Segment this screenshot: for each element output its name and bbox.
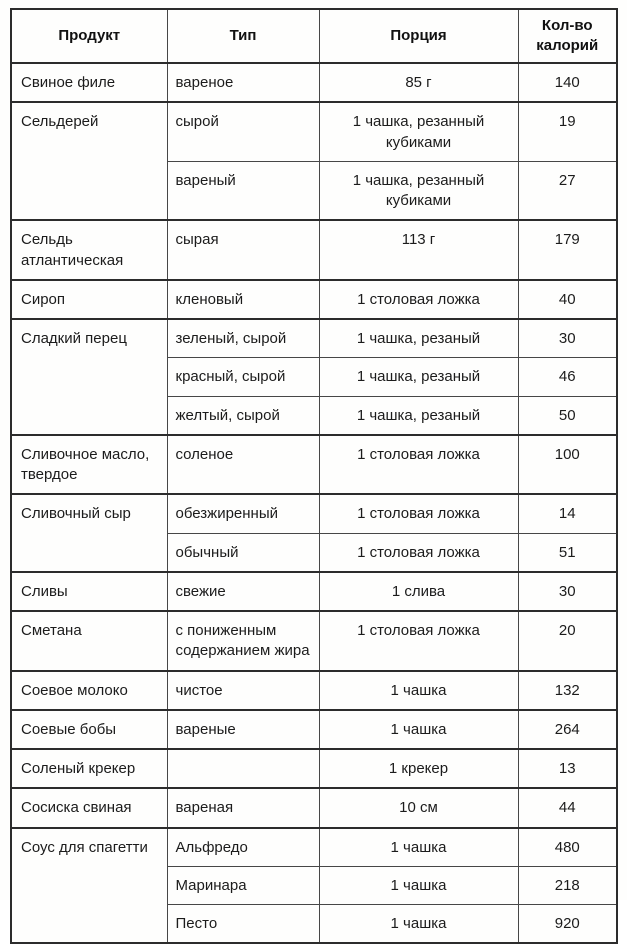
portion-cell: 1 чашка [319, 828, 518, 867]
calories-cell: 46 [518, 358, 617, 396]
product-cell: Сельдь атлантическая [11, 220, 167, 280]
product-cell: Сельдерей [11, 102, 167, 220]
calories-cell: 264 [518, 710, 617, 749]
type-cell: желтый, сырой [167, 396, 319, 435]
column-header-product: Продукт [11, 9, 167, 63]
type-cell: вареное [167, 63, 319, 102]
type-cell: кленовый [167, 280, 319, 319]
calories-cell: 20 [518, 611, 617, 671]
portion-cell: 85 г [319, 63, 518, 102]
type-cell: обезжиренный [167, 494, 319, 533]
portion-cell: 1 столовая ложка [319, 533, 518, 572]
table-row [11, 220, 617, 280]
type-cell [167, 749, 319, 788]
product-cell: Соус для спагетти [11, 828, 167, 944]
calories-cell: 480 [518, 828, 617, 867]
table-header-row [11, 9, 617, 63]
table-row [11, 63, 617, 102]
portion-cell: 1 столовая ложка [319, 435, 518, 495]
portion-cell: 1 чашка [319, 671, 518, 710]
calories-cell: 132 [518, 671, 617, 710]
product-cell: Соленый крекер [11, 749, 167, 788]
product-cell: Сливочное масло, твердое [11, 435, 167, 495]
portion-cell: 1 чашка, резаный [319, 396, 518, 435]
product-cell: Сливы [11, 572, 167, 611]
portion-cell: 1 чашка [319, 905, 518, 944]
type-cell: Маринара [167, 866, 319, 904]
portion-cell: 1 чашка [319, 866, 518, 904]
table-row [11, 435, 617, 495]
calories-cell: 44 [518, 788, 617, 827]
portion-cell: 1 столовая ложка [319, 494, 518, 533]
table-header [11, 9, 617, 63]
portion-cell: 1 чашка, резанный кубиками [319, 161, 518, 220]
type-cell: Песто [167, 905, 319, 944]
calories-cell: 19 [518, 102, 617, 161]
calories-cell: 30 [518, 319, 617, 358]
table-row [11, 710, 617, 749]
calories-cell: 40 [518, 280, 617, 319]
type-cell: красный, сырой [167, 358, 319, 396]
table-row [11, 788, 617, 827]
portion-cell: 1 чашка, резаный [319, 358, 518, 396]
calories-cell: 27 [518, 161, 617, 220]
table-row [11, 494, 617, 533]
portion-cell: 1 столовая ложка [319, 280, 518, 319]
table-row [11, 280, 617, 319]
portion-cell: 1 чашка, резаный [319, 319, 518, 358]
calorie-table [10, 8, 618, 944]
type-cell: вареный [167, 161, 319, 220]
type-cell: чистое [167, 671, 319, 710]
type-cell: вареная [167, 788, 319, 827]
table-row [11, 671, 617, 710]
product-cell: Сливочный сыр [11, 494, 167, 572]
calories-cell: 218 [518, 866, 617, 904]
type-cell: обычный [167, 533, 319, 572]
type-cell: с пониженным содержанием жира [167, 611, 319, 671]
column-header-type: Тип [167, 9, 319, 63]
calories-cell: 30 [518, 572, 617, 611]
type-cell: сырая [167, 220, 319, 280]
calories-cell: 50 [518, 396, 617, 435]
type-cell: соленое [167, 435, 319, 495]
table-row [11, 572, 617, 611]
type-cell: сырой [167, 102, 319, 161]
column-header-portion: Порция [319, 9, 518, 63]
table-row [11, 102, 617, 161]
calories-cell: 179 [518, 220, 617, 280]
calories-cell: 14 [518, 494, 617, 533]
calories-cell: 140 [518, 63, 617, 102]
product-cell: Сладкий перец [11, 319, 167, 435]
portion-cell: 1 чашка [319, 710, 518, 749]
product-cell: Свиное филе [11, 63, 167, 102]
column-header-calories: Кол-во калорий [518, 9, 617, 63]
product-cell: Сметана [11, 611, 167, 671]
calories-cell: 100 [518, 435, 617, 495]
type-cell: свежие [167, 572, 319, 611]
portion-cell: 10 см [319, 788, 518, 827]
table-row [11, 828, 617, 867]
product-cell: Соевое молоко [11, 671, 167, 710]
table-row [11, 749, 617, 788]
table-body [11, 63, 617, 943]
product-cell: Соевые бобы [11, 710, 167, 749]
portion-cell: 1 столовая ложка [319, 611, 518, 671]
type-cell: зеленый, сырой [167, 319, 319, 358]
product-cell: Сосиска свиная [11, 788, 167, 827]
calories-cell: 920 [518, 905, 617, 944]
type-cell: Альфредо [167, 828, 319, 867]
product-cell: Сироп [11, 280, 167, 319]
portion-cell: 113 г [319, 220, 518, 280]
portion-cell: 1 крекер [319, 749, 518, 788]
table-row [11, 611, 617, 671]
calories-cell: 51 [518, 533, 617, 572]
calories-cell: 13 [518, 749, 617, 788]
type-cell: вареные [167, 710, 319, 749]
portion-cell: 1 слива [319, 572, 518, 611]
portion-cell: 1 чашка, резанный кубиками [319, 102, 518, 161]
table-row [11, 319, 617, 358]
